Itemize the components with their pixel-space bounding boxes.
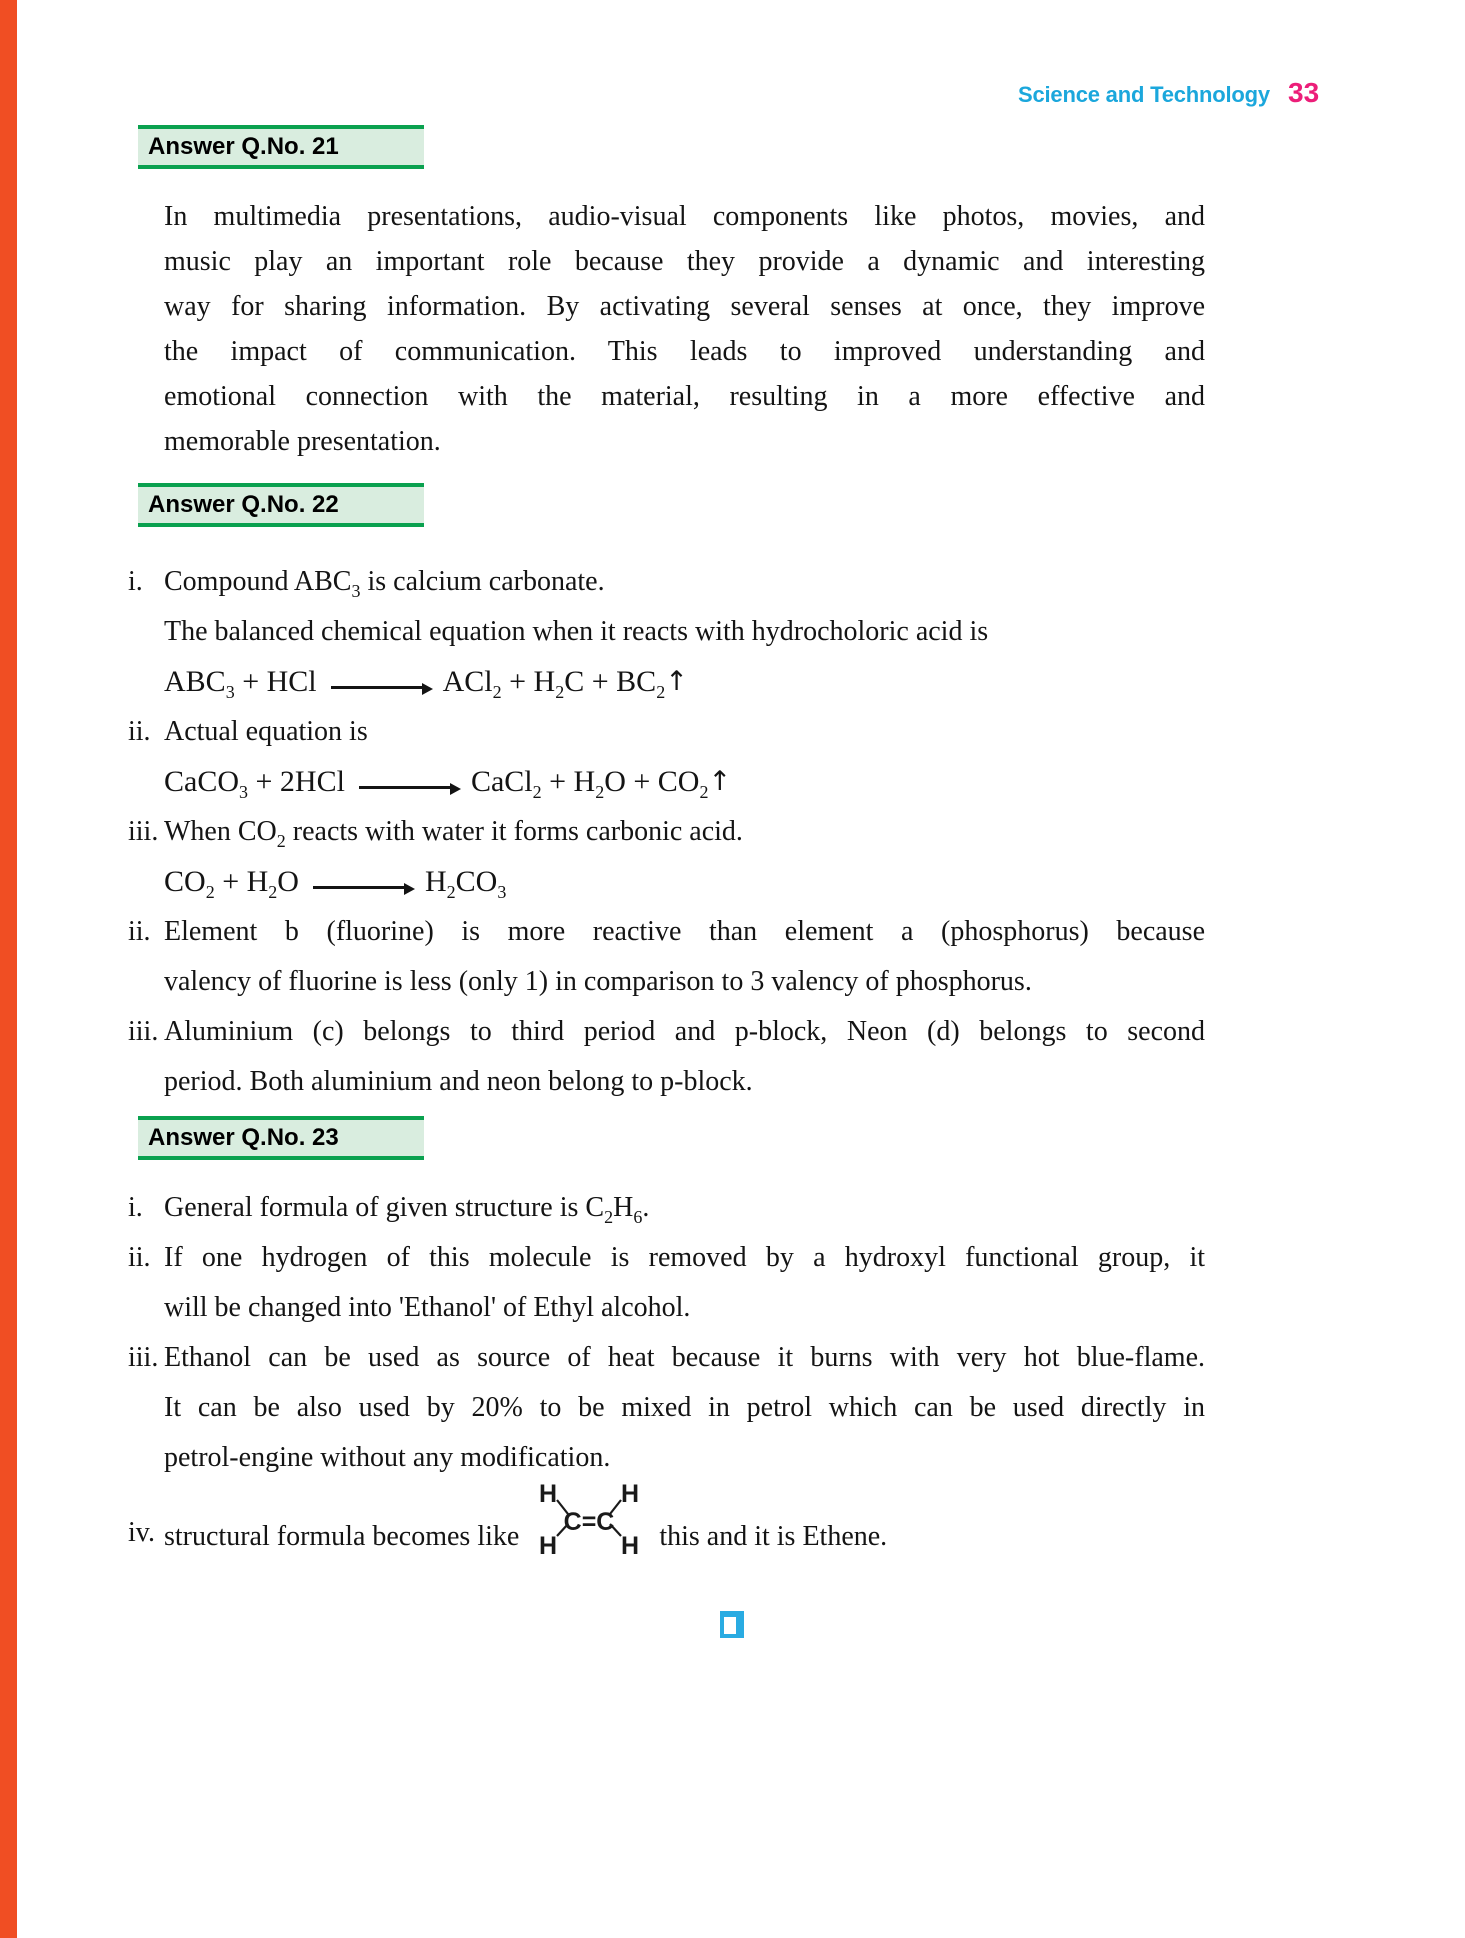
text-line: way for sharing information. By activating several senses at once, they improve	[164, 291, 1205, 322]
chemical-equation-line: $CO_2 + H_2O$ $H_2CO_3$	[164, 865, 507, 902]
text-line: ii. Element b (fluorine) is more reactive than element a (phosphorus) because	[164, 913, 1205, 959]
answer-23-heading-box	[138, 1116, 424, 1160]
reaction-arrow	[331, 681, 431, 691]
answer-21-heading-box	[138, 125, 424, 169]
list-numeral: i.	[128, 566, 143, 597]
answer-23-item-iv	[128, 1472, 1205, 1556]
atom-h-top-right: H	[621, 1480, 640, 1508]
chemical-equation-line: CaCO$_3$ + 2HCl CaCl$_2$ + $H_2O$ + $CO_2↑$	[164, 765, 732, 802]
answer-23-heading-label: Answer Q.No. 23	[148, 1124, 339, 1151]
answer-22-heading-label: Answer Q.No. 22	[148, 491, 339, 518]
text-line: It can be also used by 20% to be mixed in petrol which can be used directly in	[164, 1392, 1205, 1423]
list-numeral: iv.	[128, 1517, 155, 1548]
end-of-answer-square-icon	[720, 1611, 744, 1638]
text-line: will be changed into 'Ethanol' of Ethyl alcohol.	[164, 1292, 691, 1323]
text-line: valency of fluorine is less (only 1) in comparison to 3 valency of phosphorus.	[164, 966, 1032, 997]
gas-up-arrow: ↑	[708, 766, 732, 797]
gas-up-arrow: ↑	[665, 666, 688, 697]
reaction-arrow	[359, 781, 459, 791]
text-line: ii. If one hydrogen of this molecule is removed by a hydroxyl functional group, it	[164, 1239, 1205, 1285]
list-numeral: ii.	[128, 916, 151, 947]
list-numeral: ii.	[128, 716, 151, 747]
atom-h-bottom-right: H	[621, 1532, 640, 1556]
text-line: period. Both aluminium and neon belong to p-block.	[164, 1066, 753, 1097]
page-number: 33	[1288, 77, 1320, 108]
text-line: The balanced chemical equation when it reacts with hydrocholoric acid is	[164, 616, 989, 647]
list-numeral: iii.	[128, 1342, 159, 1373]
ethene-structural-formula	[533, 1472, 645, 1556]
answer-21-heading-label: Answer Q.No. 21	[148, 133, 339, 160]
text-line: music play an important role because they provide a dynamic and interesting	[164, 246, 1205, 277]
item-iv-text-after: this and it is Ethene.	[659, 1521, 888, 1552]
atom-h-top-left: H	[539, 1480, 558, 1508]
text-line: In multimedia presentations, audio-visual components like photos, movies, and	[164, 201, 1205, 232]
carbon-double-bond: C=C	[563, 1508, 615, 1536]
page-edge-bar	[0, 0, 17, 1938]
list-numeral: ii.	[128, 1242, 151, 1273]
text-line: emotional connection with the material, resulting in a more effective and	[164, 381, 1205, 412]
atom-h-bottom-left: H	[539, 1532, 558, 1556]
text-line: i. General formula of given structure is $C_2H_6$.	[164, 1189, 1205, 1235]
reaction-arrow	[313, 881, 413, 891]
chemical-equation-line: $ABC_3$ + HCl $ACl_2 + H_2C$ + $BC_2↑$	[164, 665, 688, 702]
text-line: iii. Aluminium (c) belongs to third period and p-block, Neon (d) belongs to second	[164, 1013, 1205, 1059]
running-header-title: Science and Technology	[1018, 82, 1270, 107]
text-line: iii. When $CO_2$ reacts with water it forms carbonic acid.	[164, 813, 1205, 859]
answer-22-heading-box	[138, 483, 424, 527]
text-line: iii. Ethanol can be used as source of heat because it burns with very hot blue-flame.	[164, 1339, 1205, 1385]
text-line: ii. Actual equation is	[164, 713, 1205, 759]
list-numeral: iii.	[128, 1016, 159, 1047]
list-numeral: iii.	[128, 816, 159, 847]
list-numeral: i.	[128, 1192, 143, 1223]
item-iv-text-before: structural formula becomes like	[164, 1521, 520, 1552]
text-line: memorable presentation.	[164, 426, 441, 457]
text-line: the impact of communication. This leads to improved understanding and	[164, 336, 1205, 367]
text-line: i. Compound $ABC_3$ is calcium carbonate.	[164, 563, 1205, 609]
text-line: petrol-engine without any modification.	[164, 1442, 611, 1473]
